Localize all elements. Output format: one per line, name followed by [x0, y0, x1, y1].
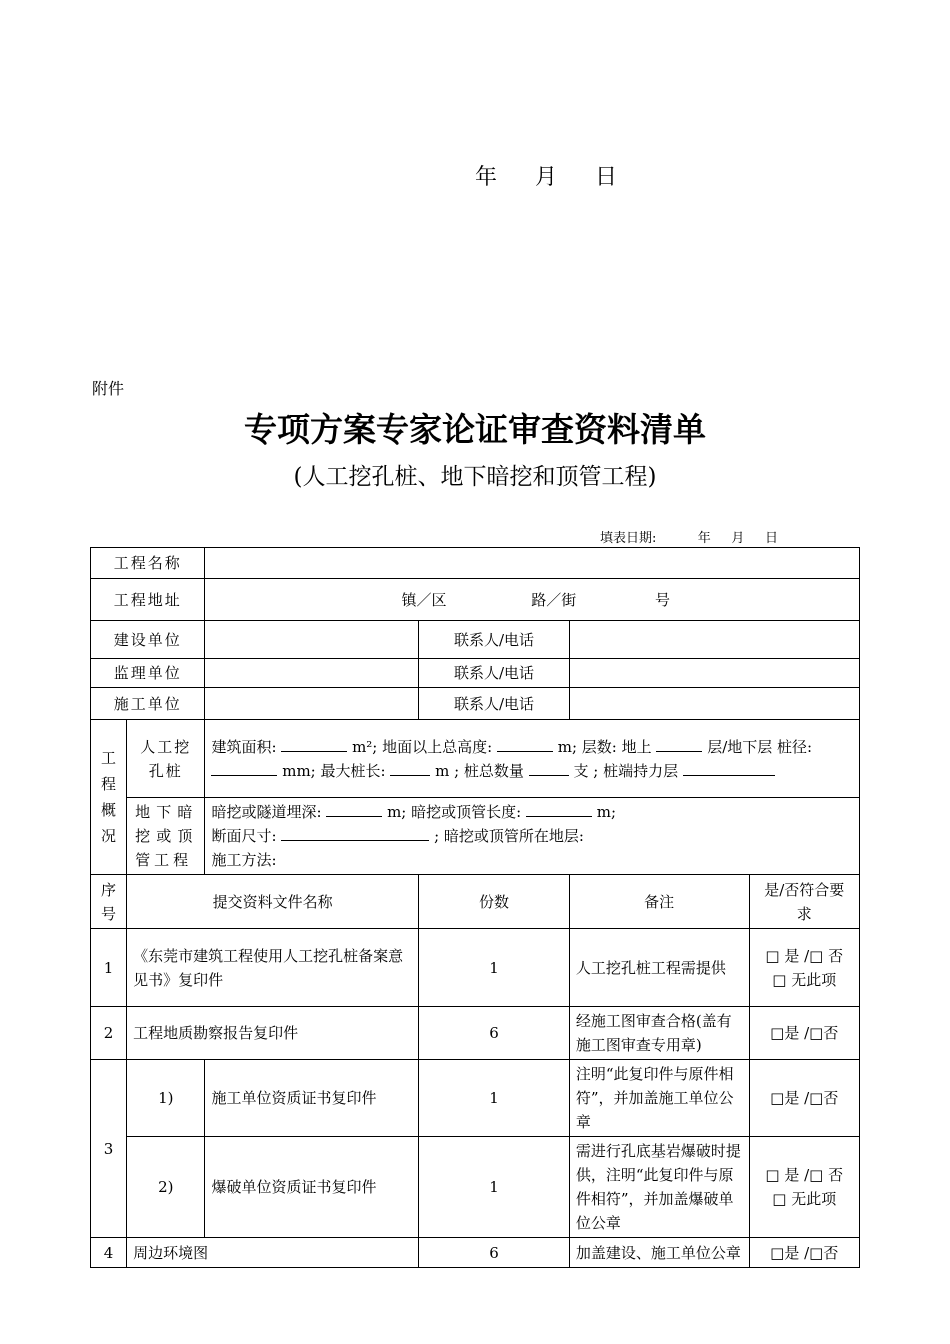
header-meets: 是/否符合要求 — [749, 875, 859, 929]
row-copies: 1 — [419, 929, 570, 1007]
builder-field[interactable] — [205, 621, 419, 659]
pile-diameter-label: 桩径: — [777, 737, 813, 756]
pile-details — [205, 720, 860, 798]
supervisor-field[interactable] — [205, 659, 419, 688]
project-address-field[interactable] — [205, 579, 860, 621]
tunnel-method-label: 施工方法: — [211, 851, 277, 869]
row-overview-pile — [91, 720, 860, 798]
tunnel-depth-label: 暗挖或隧道埋深: — [211, 803, 322, 821]
pile-bearing-label: 支 ; 桩端持力层 — [573, 761, 679, 780]
addr-number: 号 — [655, 590, 671, 609]
builder-label: 建设单位 — [91, 621, 205, 659]
row-file-name: 工程地质勘察报告复印件 — [127, 1007, 419, 1060]
check-not-applicable[interactable]: □ 无此项 — [772, 970, 837, 989]
pile-bearing-field[interactable] — [683, 761, 775, 776]
row-overview-tunnel — [91, 798, 860, 875]
row-project-name — [91, 548, 860, 579]
constructor-contact-field[interactable] — [569, 688, 859, 720]
tunnel-length-field[interactable] — [526, 802, 592, 817]
attachment-label: 附件 — [92, 379, 125, 398]
row-check[interactable]: □是 /□否 — [749, 1238, 859, 1268]
tunnel-depth-field[interactable] — [326, 802, 382, 817]
row-supervisor — [91, 659, 860, 688]
project-name-label: 工程名称 — [91, 548, 205, 579]
row-file-name: 《东莞市建筑工程使用人工挖孔桩备案意见书》复印件 — [127, 929, 419, 1007]
pile-label: 人工挖孔桩 — [127, 720, 205, 798]
project-address-label: 工程地址 — [91, 579, 205, 621]
supervisor-contact-field[interactable] — [569, 659, 859, 688]
table-row — [91, 1238, 860, 1268]
pile-height-label: m²; 地面以上总高度: — [352, 737, 493, 756]
row-note: 经施工图审查合格(盖有施工图审查专用章) — [569, 1007, 749, 1060]
header-note: 备注 — [569, 875, 749, 929]
row-note: 注明“此复印件与原件相符”，并加盖施工单位公章 — [569, 1060, 749, 1137]
constructor-field[interactable] — [205, 688, 419, 720]
pile-floors-field[interactable] — [656, 737, 702, 752]
row-sub-seq: 1) — [127, 1060, 205, 1137]
check-yes-no[interactable]: □ 是 /□ 否 — [765, 946, 844, 965]
table-row — [91, 1007, 860, 1060]
addr-town: 镇／区 — [401, 590, 447, 609]
supervisor-contact-label: 联系人/电话 — [419, 659, 570, 688]
tunnel-details — [205, 798, 860, 875]
pile-length-label: mm; 最大桩长: — [282, 761, 386, 780]
row-seq: 2 — [91, 1007, 127, 1060]
row-copies: 6 — [419, 1238, 570, 1268]
row-note: 需进行孔底基岩爆破时提供，注明“此复印件与原件相符”，并加盖爆破单位公章 — [569, 1137, 749, 1238]
pile-height-field[interactable] — [497, 737, 553, 752]
pile-diameter-field[interactable] — [211, 761, 277, 776]
list-header-row — [91, 875, 860, 929]
row-file-name: 爆破单位资质证书复印件 — [205, 1137, 419, 1238]
row-seq: 3 — [91, 1060, 127, 1238]
row-file-name: 周边环境图 — [127, 1238, 419, 1268]
table-row — [91, 929, 860, 1007]
row-copies: 1 — [419, 1060, 570, 1137]
row-file-name: 施工单位资质证书复印件 — [205, 1060, 419, 1137]
row-check[interactable]: □是 /□否 — [749, 1007, 859, 1060]
row-builder — [91, 621, 860, 659]
tunnel-section-label: 断面尺寸: — [211, 827, 277, 845]
header-name: 提交资料文件名称 — [127, 875, 419, 929]
overview-label: 工程概况 — [91, 720, 127, 875]
header-copies: 份数 — [419, 875, 570, 929]
row-check[interactable] — [749, 1137, 859, 1238]
constructor-contact-label: 联系人/电话 — [419, 688, 570, 720]
tunnel-layer-label: ; 暗挖或顶管所在地层: — [434, 827, 584, 845]
row-check[interactable]: □是 /□否 — [749, 1060, 859, 1137]
document-subtitle: (人工挖孔桩、地下暗挖和顶管工程) — [293, 464, 657, 490]
constructor-label: 施工单位 — [91, 688, 205, 720]
checklist-table — [90, 547, 860, 1268]
builder-contact-label: 联系人/电话 — [419, 621, 570, 659]
row-copies: 6 — [419, 1007, 570, 1060]
check-yes-no[interactable]: □ 是 /□ 否 — [765, 1166, 844, 1184]
table-row — [91, 1060, 860, 1137]
tunnel-label: 地下暗挖或顶管工程 — [127, 798, 205, 875]
header-seq: 序号 — [91, 875, 127, 929]
addr-road: 路／街 — [531, 590, 577, 609]
row-sub-seq: 2) — [127, 1137, 205, 1238]
supervisor-label: 监理单位 — [91, 659, 205, 688]
table-row — [91, 1137, 860, 1238]
pile-floors-label: m; 层数: 地上 — [557, 737, 652, 756]
tunnel-length-label: m; 暗挖或顶管长度: — [387, 803, 522, 821]
project-name-field[interactable] — [205, 548, 860, 579]
tunnel-length-unit: m; — [596, 803, 617, 821]
row-project-address — [91, 579, 860, 621]
pile-count-field[interactable] — [529, 761, 569, 776]
pile-area-field[interactable] — [281, 737, 347, 752]
row-note: 人工挖孔桩工程需提供 — [569, 929, 749, 1007]
pile-underground-label: 层/地下层 — [707, 737, 773, 756]
document-title: 专项方案专家论证审查资料清单 — [244, 410, 706, 449]
fill-date: 填表日期: 年 月 日 — [600, 531, 779, 546]
date-line: 年 月 日 — [475, 165, 619, 190]
builder-contact-field[interactable] — [569, 621, 859, 659]
pile-area-label: 建筑面积: — [211, 737, 277, 756]
check-not-applicable[interactable]: □ 无此项 — [772, 1190, 837, 1208]
row-seq: 4 — [91, 1238, 127, 1268]
row-seq: 1 — [91, 929, 127, 1007]
row-check[interactable] — [749, 929, 859, 1007]
tunnel-section-field[interactable] — [281, 826, 429, 841]
row-copies: 1 — [419, 1137, 570, 1238]
pile-count-label: m ; 桩总数量 — [435, 761, 524, 780]
pile-length-field[interactable] — [390, 761, 430, 776]
row-note: 加盖建设、施工单位公章 — [569, 1238, 749, 1268]
row-constructor — [91, 688, 860, 720]
